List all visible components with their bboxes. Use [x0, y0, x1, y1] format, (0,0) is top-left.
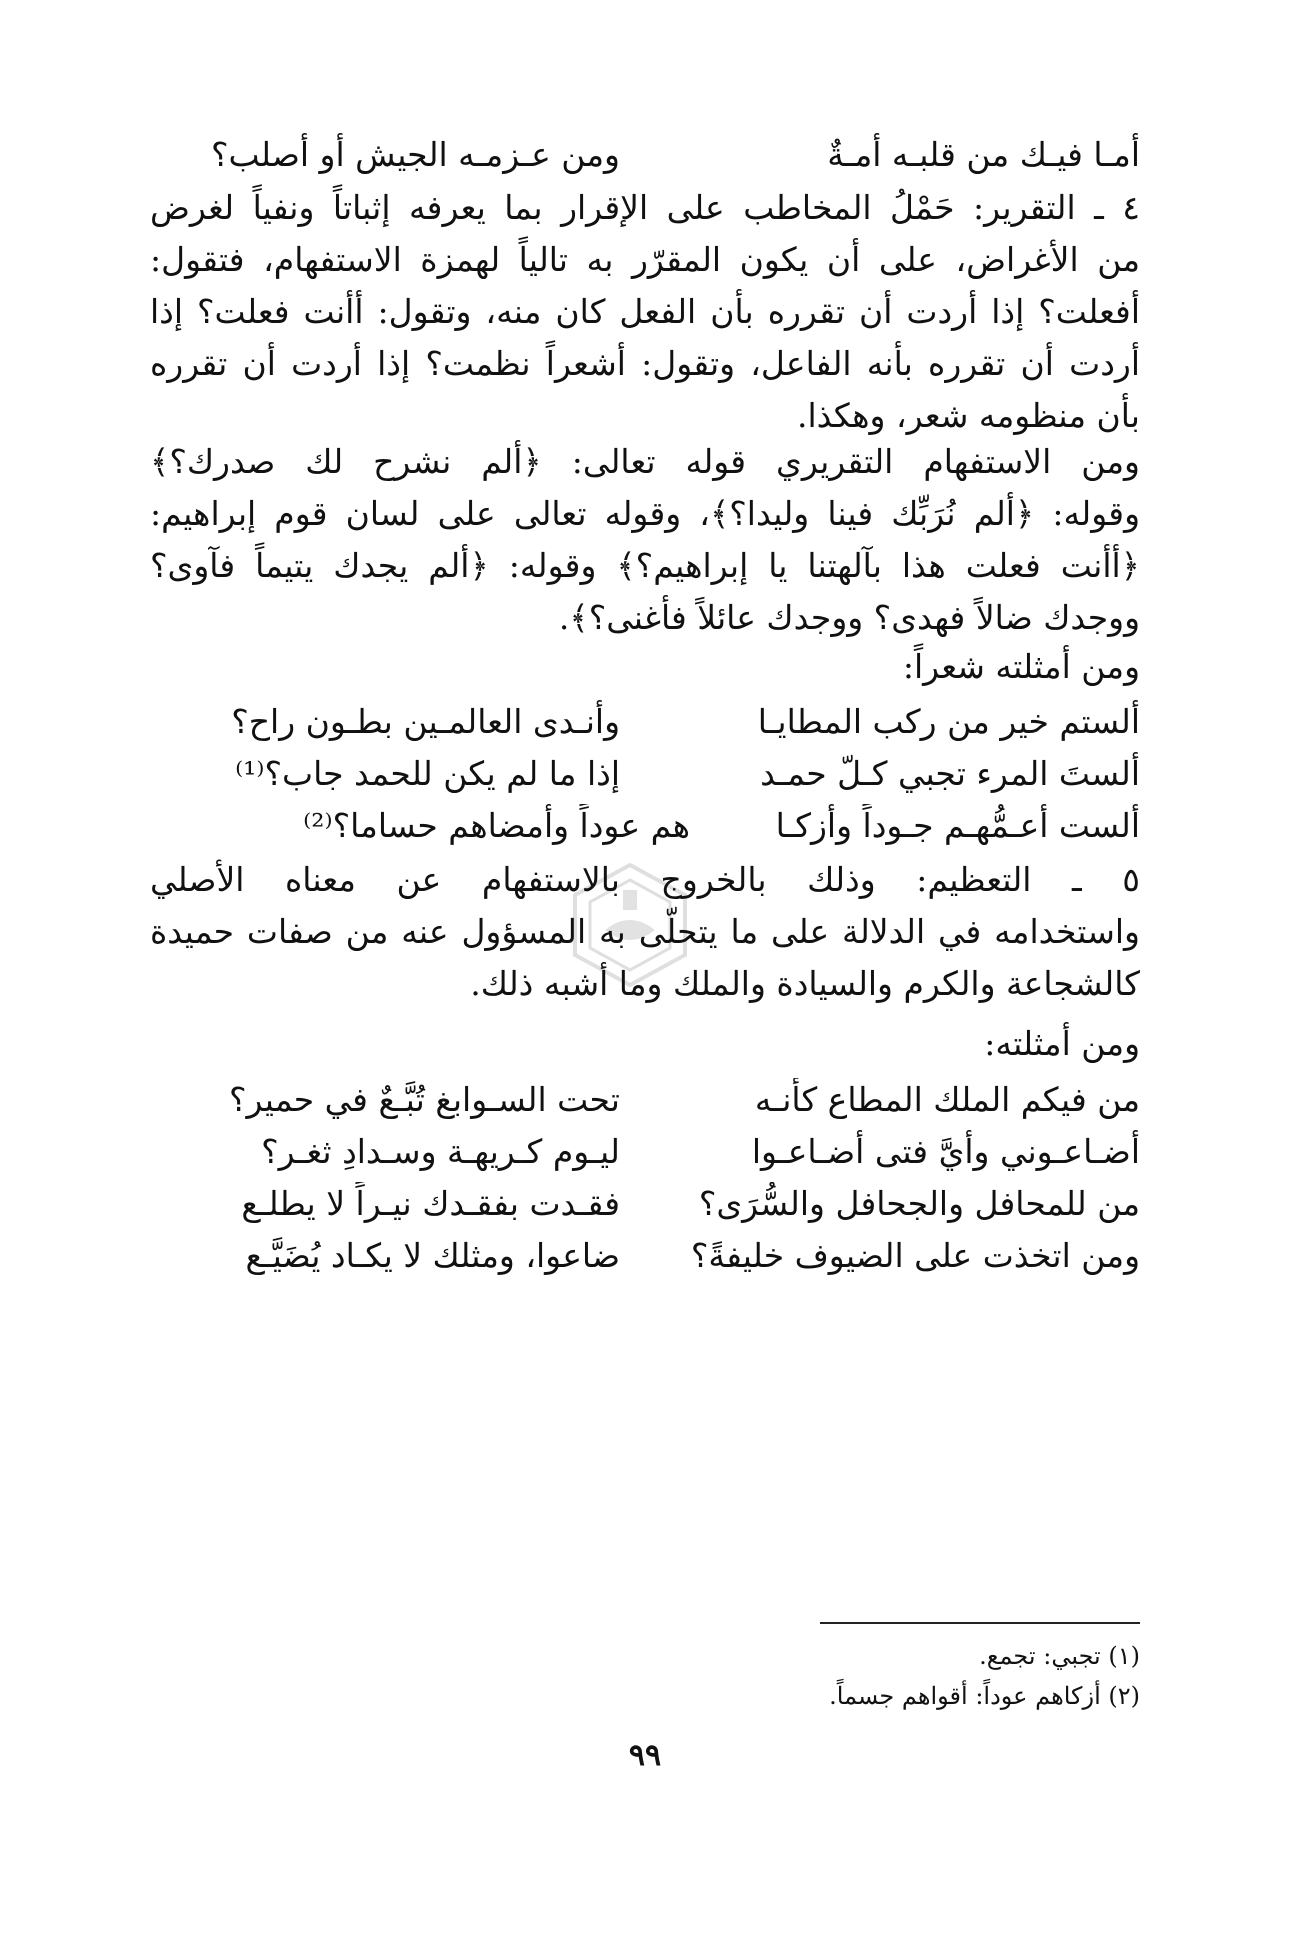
footnote: (٢) أزكاهم عوداً: أقواهم جسماً.: [829, 1682, 1140, 1710]
section-intro: ومن أمثلته:: [984, 1024, 1140, 1063]
paragraph-line: أردت أن تقرره بأنه الفاعل، وتقول: أشعراً نظمت؟ إذا أردت أن تقرره: [150, 344, 1140, 383]
verse-line: [150, 700, 1140, 744]
paragraph-line: ووجدك ضالاً فهدى؟ ووجدك عائلاً فأغنى؟﴾.: [558, 598, 1140, 637]
hemistich: هم عوداً وأمضاهم حساما؟⁽²⁾: [303, 806, 690, 845]
hemistich: ومن اتخذت على الضيوف خليفةً؟: [690, 1236, 1140, 1275]
paragraph-line: ﴿أأنت فعلت هذا بآلهتنا يا إبراهيم؟﴾ وقوله: ﴿ألم يجدك يتيماً فآوى؟: [150, 546, 1140, 585]
verse-line: [150, 1130, 1140, 1174]
hemistich: إذا ما لم يكن للحمد جاب؟⁽¹⁾: [235, 754, 620, 793]
paragraph-line: كالشجاعة والكرم والسيادة والملك وما أشبه ذلك.: [470, 964, 1140, 1003]
hemistich: ألستَ المرء تجبي كـلّ حمـد: [760, 754, 1140, 793]
hemistich: ومن عـزمـه الجيش أو أصلب؟: [211, 135, 620, 174]
hemistich: وأنـدى العالمـين بطـون راح؟: [231, 702, 620, 741]
hemistich: تحت السـوابغ تُبَّـعٌ في حمير؟: [229, 1080, 620, 1119]
paragraph-line: بأن منظومه شعر، وهكذا.: [796, 396, 1140, 435]
section-intro: ومن أمثلته شعراً:: [902, 647, 1140, 686]
hemistich: ضاعوا، ومثلك لا يكـاد يُضَيَّـع: [245, 1236, 620, 1275]
footnote-separator: [820, 1622, 1140, 1624]
verse-line: [150, 804, 1140, 848]
verse-line: [150, 1078, 1140, 1122]
verse-line: [150, 1234, 1140, 1278]
hemistich: من فيكم الملك المطاع كأنـه: [754, 1080, 1140, 1119]
paragraph-line: واستخدامه في الدلالة على ما يتحلّى به المسؤول عنه من صفات حميدة: [150, 912, 1140, 951]
hemistich: ليـوم كـريهـة وسـدادِ ثغـر؟: [261, 1132, 620, 1171]
verse-line: [150, 133, 1140, 177]
paragraph-line: ٥ ـ التعظيم: وذلك بالخروج بالاستفهام عن معناه الأصلي: [150, 860, 1140, 899]
verse-line: [150, 752, 1140, 796]
paragraph-line: ٤ ـ التقرير: حَمْلُ المخاطب على الإقرار بما يعرفه إثباتاً ونفياً لغرض: [150, 188, 1140, 227]
footnote: (١) تجبي: تجمع.: [979, 1642, 1140, 1670]
verse-line: [150, 1182, 1140, 1226]
hemistich: فقـدت بفقـدك نيـراً لا يطلـع: [241, 1184, 620, 1223]
hemistich: من للمحافل والجحافل والسُّرَى؟: [698, 1184, 1140, 1223]
paragraph-line: أفعلت؟ إذا أردت أن تقرره بأن الفعل كان منه، وتقول: أأنت فعلت؟ إذا: [150, 292, 1140, 331]
hemistich: ألستم خير من ركب المطايـا: [757, 702, 1140, 741]
paragraph-line: ومن الاستفهام التقريري قوله تعالى: ﴿ألم نشرح لك صدرك؟﴾: [150, 442, 1140, 481]
paragraph-line: وقوله: ﴿ألم نُرَبِّك فينا وليدا؟﴾، وقوله تعالى على لسان قوم إبراهيم:: [150, 494, 1140, 533]
hemistich: أمـا فيـك من قلبـه أمـةٌ: [827, 135, 1140, 174]
paragraph-line: من الأغراض، على أن يكون المقرّر به تالياً لهمزة الاستفهام، فتقول:: [150, 240, 1140, 279]
hemistich: أضـاعـوني وأيَّ فتى أضـاعـوا: [751, 1132, 1140, 1171]
page-number: ٩٩: [628, 1738, 662, 1773]
hemistich: ألست أعـمُّهـم جـوداً وأزكـا: [775, 806, 1140, 845]
